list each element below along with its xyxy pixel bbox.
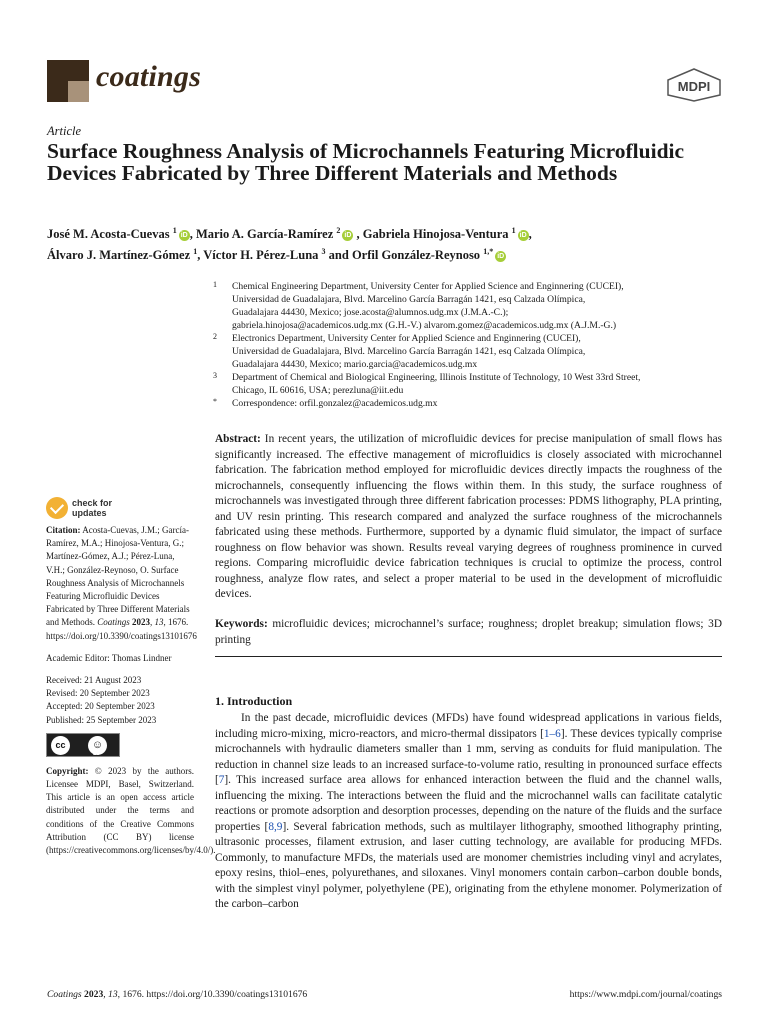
affiliation-line: Chicago, IL 60616, USA; perezluna@iit.edu xyxy=(232,385,404,396)
affiliation-line: Guadalajara 44430, Mexico; mario.garcia@academicos.udg.mx xyxy=(232,359,478,370)
affiliation-line: gabriela.hinojosa@academicos.udg.mx (G.H.-V.) alvarom.gomez@academicos.udg.mx (A.J.M.-G.) xyxy=(232,320,617,331)
affiliation-line: Universidad de Guadalajara, Blvd. Marcelino García Barragán 1421, esq Calzada Olímpica, xyxy=(232,346,586,357)
cc-by-license-icon[interactable] xyxy=(46,733,120,757)
attribution-icon: ☺ xyxy=(88,736,107,755)
author-list xyxy=(47,222,737,264)
sidebar xyxy=(46,524,216,866)
date-accepted: Accepted: 20 September 2023 xyxy=(46,701,155,712)
abstract-label: Abstract: xyxy=(215,433,261,445)
citation-text: Acosta-Cuevas, J.M.; García-Ramírez, M.A.; Hinojosa-Ventura, G.; Martínez-Gómez, A.J.; Pérez-Luna, V.H.; González-Reynoso, O. Surface Roughness Analysis of Microchannels Featuring Microfluidic Devices Fabricated by Three Different Materials and Methods. xyxy=(46,525,190,628)
author-name[interactable]: Álvaro J. Martínez-Gómez xyxy=(47,248,191,263)
by-label: BY xyxy=(93,750,100,757)
author-name[interactable]: Víctor H. Pérez-Luna xyxy=(203,248,319,263)
author-name[interactable]: José M. Acosta-Cuevas xyxy=(47,227,170,242)
check-for-updates-button[interactable] xyxy=(46,497,156,519)
footer-citation xyxy=(47,989,307,1000)
orcid-icon[interactable]: iD xyxy=(180,232,188,240)
mdpi-logo-icon xyxy=(666,68,722,102)
affiliation-line: Electronics Department, University Center for Applied Science and Enginnering (CUCEI), xyxy=(232,333,581,344)
author-separator: , xyxy=(189,227,196,242)
footer-journal-url[interactable]: https://www.mdpi.com/journal/coatings xyxy=(569,989,722,1000)
copyright-text: © 2023 by the authors. Licensee MDPI, Basel, Switzerland. This article is an open access article distributed under the terms and conditions of the Creative Commons Attribution (CC BY) license (https://creativecommons.org/licenses/by/4.0/). xyxy=(46,765,216,856)
abstract xyxy=(215,432,722,603)
keywords-label: Keywords: xyxy=(215,618,268,630)
affiliation-item xyxy=(213,280,733,332)
article-title: Surface Roughness Analysis of Microchannels Featuring Microfluidic Devices Fabricated by Three Different Materials and Methods xyxy=(47,139,685,185)
journal-logo-icon xyxy=(47,60,89,102)
abstract-text: In recent years, the utilization of microfluidic devices for precise manipulation of small flows has significantly increased. The effective management of microfluidics is closely associated with microchannel fabrication. The fabrication method employed for microfluidic devices directly impacts the roughness of the microchannels, consequently influencing the flows within them. In this study, the surface roughness of microchannels was investigated through three different fabrication processes: PDMS lithography, PLA printing, and UV resin printing. This research compared and analyzed the surface roughness of the microchannels fabricated using these methods. Furthermore, supported by a dynamic fluid simulator, the impact of surface roughness on flow behavior was shown. Results reveal varying degrees of roughness prominence in curved regions. Comparing microfluidic device fabrication techniques is crucial to optimize the process, control roughness, analyze flow rates, and select a proper material to be used in the development of microfluidic devices. xyxy=(215,433,722,600)
affiliation-item xyxy=(213,371,733,397)
check-updates-label xyxy=(72,498,112,518)
footer-year: 2023 xyxy=(81,989,104,1000)
author-affiliation-mark: 1 xyxy=(511,226,516,235)
date-received: Received: 21 August 2023 xyxy=(46,675,142,686)
check-icon xyxy=(46,497,68,519)
affiliation-line: Guadalajara 44430, Mexico; jose.acosta@alumnos.udg.mx (J.M.A.-C.); xyxy=(232,307,509,318)
article-type: Article xyxy=(47,124,82,138)
affiliation-number: * xyxy=(213,397,217,406)
keywords xyxy=(215,617,722,648)
citation-volume: , 13 xyxy=(150,617,164,628)
citation-year: 2023 xyxy=(129,617,151,628)
affiliation-number: 3 xyxy=(213,371,217,380)
date-published: Published: 25 September 2023 xyxy=(46,714,157,725)
affiliation-line: Universidad de Guadalajara, Blvd. Marcelino García Barragán 1421, esq Calzada Olímpica, xyxy=(232,294,586,305)
affiliation-number: 2 xyxy=(213,332,217,341)
author-separator: , xyxy=(353,227,363,242)
dates xyxy=(46,674,194,727)
author-separator: , xyxy=(528,227,532,242)
author-name[interactable]: Orfil González-Reynoso xyxy=(351,248,481,263)
copyright-label: Copyright: xyxy=(46,765,89,776)
academic-editor: Academic Editor: Thomas Lindner xyxy=(46,652,172,663)
check-line1: check for xyxy=(72,498,113,508)
citation-label: Citation: xyxy=(46,525,81,535)
author-separator: and xyxy=(325,248,352,263)
orcid-icon[interactable]: iD xyxy=(344,232,352,240)
orcid-icon[interactable]: iD xyxy=(519,232,527,240)
citation-doi: , 1676. https://doi.org/10.3390/coatings13101676 xyxy=(46,617,197,641)
affiliation-item xyxy=(213,332,733,371)
reference-link[interactable]: 1–6 xyxy=(543,727,561,740)
intro-text: ]. These devices typically comprise microchannels with hydraulic diameters smaller than 1 mm, serving as conduits for fluid manipulation. The reduction in channel size leads to an increased surface-to-volume ratio, resulting in pronounced surface effects [ xyxy=(215,727,723,786)
affiliation-line: Correspondence: orfil.gonzalez@academicos.udg.mx xyxy=(232,398,438,409)
intro-text: In the past decade, microfluidic devices (MFDs) have found widespread applications in various fields, including micro-mixing, micro-reactors, and micro-thermal dissipators [ xyxy=(215,712,722,740)
author-name[interactable]: Mario A. García-Ramírez xyxy=(195,227,334,242)
date-revised: Revised: 20 September 2023 xyxy=(46,688,150,699)
intro-paragraph xyxy=(215,711,722,913)
affiliation-number: 1 xyxy=(213,280,217,289)
intro-text: ]. Several fabrication methods, such as multilayer lithography, smoothed lithography printing, ultrasonic processes, filament extrusion, and laser cutting technology, are available for producing MFDs. Commonly, to manufacture MFDs, the materials used are monomer chemistries including vinyl and acrylates, epoxy resins, thiol–enes, polyurethanes, and siloxanes. Vinyl monomers contain carbon–carbon double bonds, with the simplest vinyl polymer, polyethylene (PE), originating from the ethylene monomer. Polymerization of the carbon–carbon xyxy=(215,820,722,910)
author-separator: , xyxy=(197,248,204,263)
affiliation-line: Chemical Engineering Department, University Center for Applied Science and Enginnering (CUCEI), xyxy=(232,281,624,292)
author-name[interactable]: Gabriela Hinojosa-Ventura xyxy=(362,227,509,242)
citation xyxy=(46,524,197,643)
cc-icon: cc xyxy=(51,736,70,755)
affiliations xyxy=(213,280,733,410)
footer-doi[interactable]: , 1676. https://doi.org/10.3390/coatings13101676 xyxy=(117,989,308,1000)
footer-volume: , 13 xyxy=(103,989,118,1000)
citation-journal: Coatings xyxy=(97,617,130,628)
reference-link[interactable]: 7 xyxy=(218,774,225,786)
publisher-name: MDPI xyxy=(677,79,711,94)
author-affiliation-mark: 2 xyxy=(336,226,341,235)
keywords-divider xyxy=(215,656,722,657)
keywords-text: microfluidic devices; microchannel’s surface; roughness; droplet breakup; simulation flows; 3D printing xyxy=(215,618,722,646)
affiliation-line: Department of Chemical and Biological Engineering, Illinois Institute of Technology, 10 West 33rd Street, xyxy=(232,372,641,383)
reference-link[interactable]: 8,9 xyxy=(268,820,283,833)
orcid-icon[interactable]: iD xyxy=(497,253,505,261)
footer-journal: Coatings xyxy=(47,989,82,1000)
author-affiliation-mark: 1 xyxy=(172,226,177,235)
author-affiliation-mark: 3 xyxy=(321,247,326,257)
copyright xyxy=(46,765,216,857)
affiliation-item xyxy=(213,397,733,410)
check-line2: updates xyxy=(72,508,107,518)
section-heading: 1. Introduction xyxy=(215,694,293,708)
author-affiliation-mark: 1,* xyxy=(483,247,494,257)
intro-text: ]. This increased surface area allows for enhanced interaction between the fluid and the channel walls, influencing the mixing. The interactions between the fluid and the microchannel walls can facilitate catalytic reactions or promote adsorption and desorption processes, depending on the nature of the fluids and the surface properties [ xyxy=(215,774,722,833)
journal-name: coatings xyxy=(96,60,201,93)
author-affiliation-mark: 1 xyxy=(193,247,198,257)
